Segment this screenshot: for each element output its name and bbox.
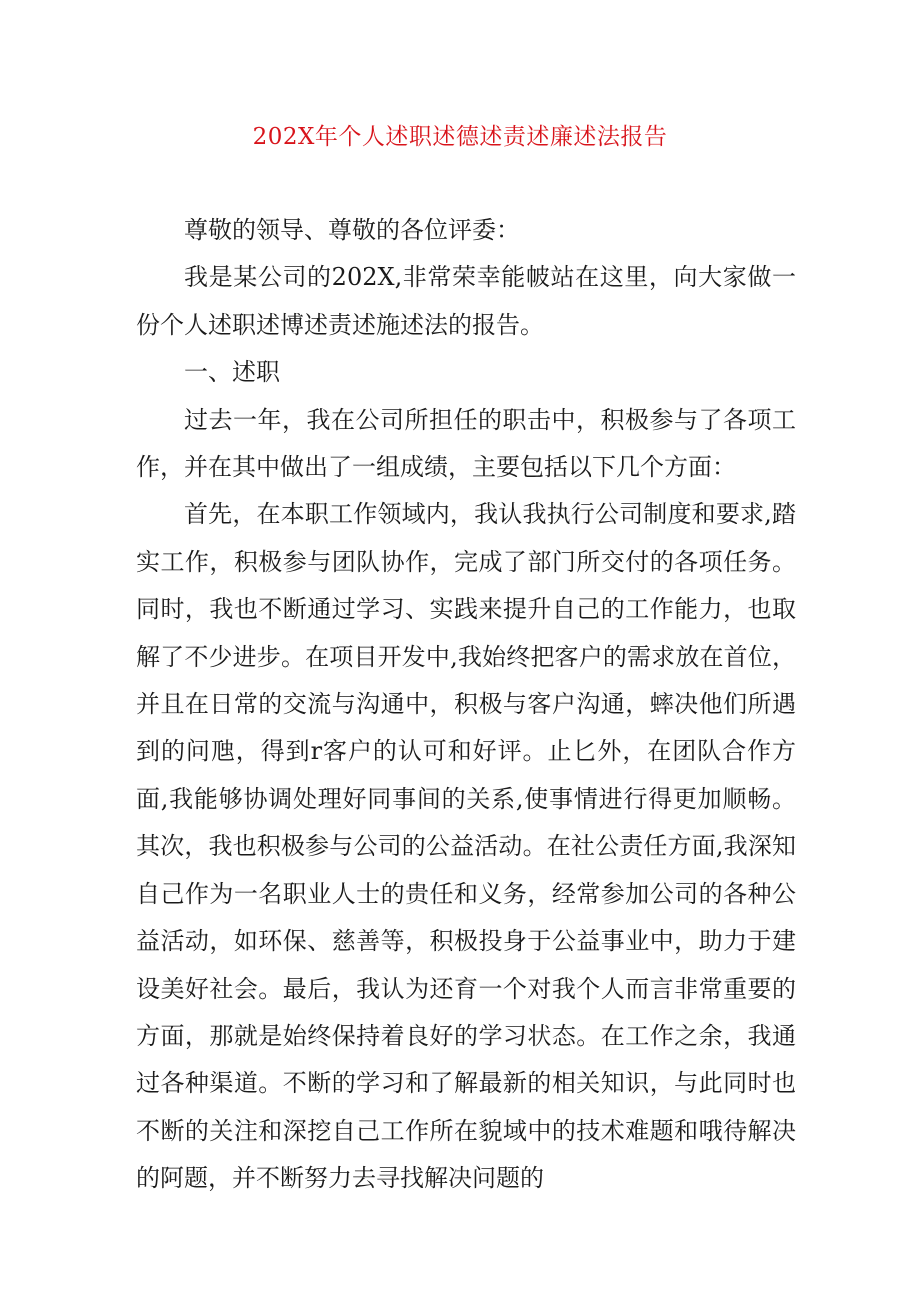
body-paragraph: 过去一年，我在公司所担任的职击中，积极参与了各项工作，并在其中做出了一组成绩，主要包括以下几个方面： xyxy=(136,405,796,482)
body-paragraph: 首先，在本职工作领域内，我认我执行公司制度和要求,踏实工作，积极参与团队协作，完成了部门所交付的各项任务。同时，我也不断通过学习、实践来提升自己的工作能力，也取解了不少进步。在项目开发中,我始终把客户的需求放在首位，并且在日常的交流与沟通中，积极与客户沟通，蟀决他们所遇到的问虺，得到r客户的认可和好评。止匕外，在团队合作方面,我能够协调处理好同事间的关系,使事情进行得更加顺畅。其次，我也积极参与公司的公益活动。在社公责任方面,我深知自己作为一名职业人士的贵任和义务，经常参加公司的各种公益活动，如环保、慈善等，积极投身于公益事业中，助力于建设美好社会。最后，我认为还育一个对我个人而言非常重要的方面，那就是始终保持着良好的学习状态。在工作之余，我通过各种渠道。不断的学习和了解最新的相关知识，与此同时也不断的关注和深挖自己工作所在貌域中的技术难题和哦待解决的阿题，并不断努力去寻找解决问题的 xyxy=(136,500,796,1193)
intro-paragraph: 我是某公司的202X,非常荣幸能帔站在这里，向大家做一份个人述职述博述责述施述法的报告。 xyxy=(136,263,796,339)
document-body xyxy=(136,207,796,1203)
section-heading: 一、述职 xyxy=(184,358,280,387)
greeting-paragraph: 尊敬的领导、尊敬的各位评委： xyxy=(184,216,520,244)
document-title: 202X年个人述职述德述责述廉述法报告 xyxy=(252,124,668,150)
